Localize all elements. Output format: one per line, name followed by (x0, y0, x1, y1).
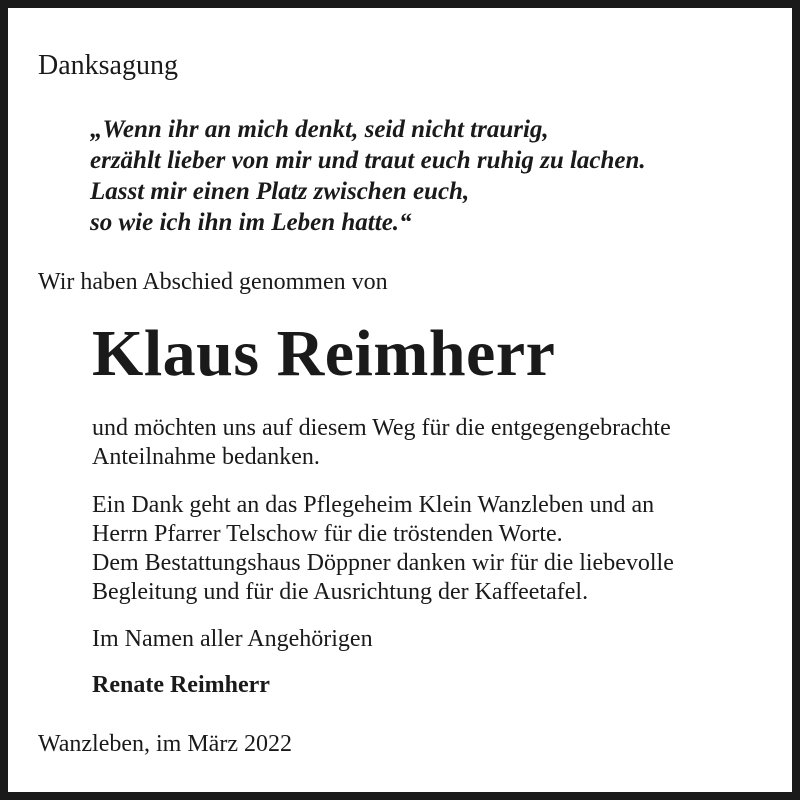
quote: „Wenn ihr an mich denkt, seid nicht traurig, erzählt lieber von mir und traut euch ruhig zu lachen. Lasst mir einen Platz zwischen euch, so wie ich ihn im Leben hatte.“ (90, 116, 646, 236)
acknowledgements-paragraph: Ein Dank geht an das Pflegeheim Klein Wanzleben und an Herrn Pfarrer Telschow für die tröstenden Worte. Dem Bestattungshaus Döppner danken wir für die liebevolle Begleitung und für die Ausrichtung der Kaffeetafel. (92, 492, 674, 605)
closing-line: Im Namen aller Angehörigen (92, 626, 373, 652)
heading: Danksagung (38, 50, 178, 81)
deceased-name: Klaus Reimherr (92, 317, 556, 390)
intro-text: Wir haben Abschied genommen von (38, 269, 388, 295)
thanks-paragraph: und möchten uns auf diesem Weg für die entgegengebrachte Anteilnahme bedanken. (92, 415, 671, 470)
place-date: Wanzleben, im März 2022 (38, 731, 292, 757)
signer-name: Renate Reimherr (92, 672, 270, 698)
